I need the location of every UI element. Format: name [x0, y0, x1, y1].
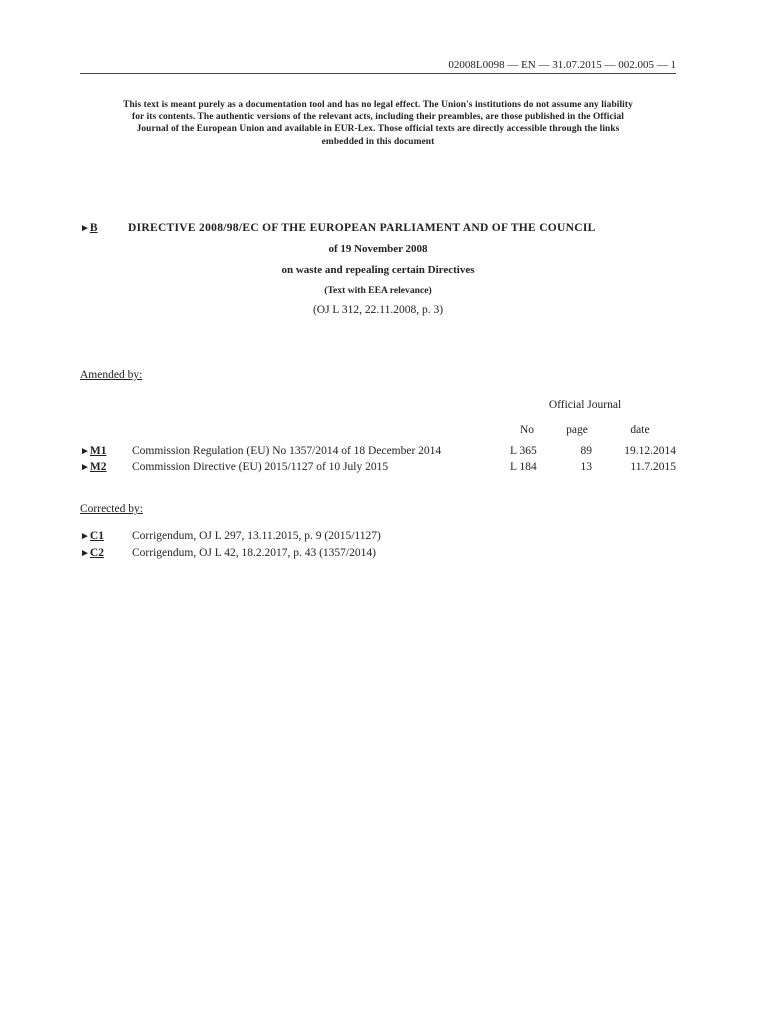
- corrigendum-description: Corrigendum, OJ L 297, 13.11.2015, p. 9 (2015/1127): [132, 530, 381, 542]
- basic-act-link[interactable]: B: [89, 222, 98, 234]
- eea-relevance: (Text with EEA relevance): [324, 285, 432, 296]
- triangle-right-icon: ►: [80, 548, 90, 559]
- disclaimer-line: for its contents. The authentic versions of the relevant acts, including their preambles, are those published in the Official: [132, 112, 624, 123]
- corrigendum-marker[interactable]: [80, 530, 104, 542]
- corrected-by-label: Corrected by:: [80, 503, 143, 515]
- amendment-description: Commission Directive (EU) 2015/1127 of 10 July 2015: [132, 461, 389, 473]
- triangle-right-icon: ►: [80, 531, 90, 542]
- basic-act-marker[interactable]: [80, 222, 98, 234]
- amendment-oj-no: L 365: [510, 445, 537, 457]
- directive-title: DIRECTIVE 2008/98/EC OF THE EUROPEAN PARLIAMENT AND OF THE COUNCIL: [128, 222, 596, 234]
- amendment-oj-date: 19.12.2014: [624, 445, 676, 457]
- amendment-description: Commission Regulation (EU) No 1357/2014 of 18 December 2014: [132, 445, 442, 457]
- directive-date: of 19 November 2008: [328, 243, 428, 255]
- corrigendum-description: Corrigendum, OJ L 42, 18.2.2017, p. 43 (1357/2014): [132, 547, 376, 559]
- amendment-oj-page: 13: [580, 461, 592, 473]
- column-header-no: No: [519, 424, 535, 436]
- disclaimer-line: embedded in this document: [321, 136, 435, 147]
- corrigendum-link[interactable]: C2: [89, 547, 104, 559]
- amendment-oj-page: 89: [580, 445, 592, 457]
- disclaimer-line: Journal of the European Union and available in EUR-Lex. Those official texts are directly accessible through the links: [136, 124, 620, 135]
- amendment-oj-date: 11.7.2015: [630, 461, 676, 473]
- triangle-right-icon: ►: [80, 462, 90, 473]
- amendment-link[interactable]: M1: [89, 445, 107, 457]
- triangle-right-icon: ►: [80, 446, 90, 457]
- document-reference: 02008L0098 — EN — 31.07.2015 — 002.005 — 1: [80, 59, 676, 74]
- amended-by-label: Amended by:: [80, 369, 143, 381]
- disclaimer-line: This text is meant purely as a documentation tool and has no legal effect. The Union's institutions do not assume any liability: [123, 100, 633, 110]
- corrigendum-marker[interactable]: [80, 547, 104, 559]
- amendment-marker[interactable]: [80, 461, 107, 473]
- corrigendum-link[interactable]: C1: [89, 530, 104, 542]
- triangle-right-icon: ►: [80, 223, 90, 234]
- amendment-oj-no: L 184: [510, 461, 537, 473]
- legal-disclaimer: [80, 99, 676, 148]
- column-header-page: page: [566, 424, 588, 436]
- official-journal-header: Official Journal: [548, 399, 622, 411]
- amendment-marker[interactable]: [80, 445, 107, 457]
- amendment-link[interactable]: M2: [89, 461, 107, 473]
- column-header-date: date: [630, 424, 650, 436]
- oj-reference: (OJ L 312, 22.11.2008, p. 3): [312, 304, 444, 316]
- directive-subject: on waste and repealing certain Directives: [281, 264, 475, 276]
